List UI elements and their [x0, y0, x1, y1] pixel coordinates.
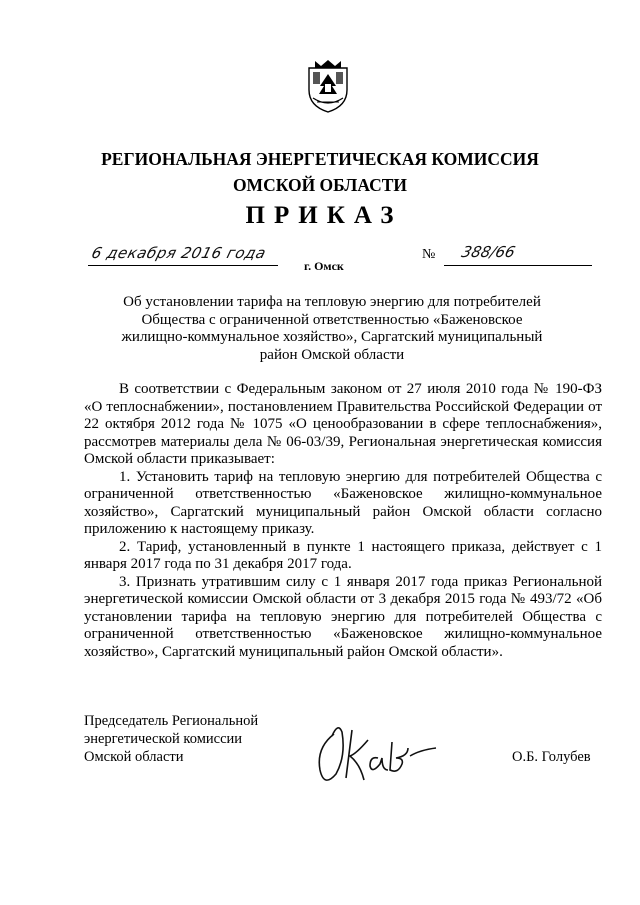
position-line: энергетической комиссии: [84, 731, 243, 747]
order-body: [84, 381, 602, 661]
date-underline: [88, 265, 278, 266]
item-3-paragraph: 3. Признать утратившим силу с 1 января 2017 года приказ Региональной энергетической комиссии Омской области от 3 декабря 2015 года № 493/72 «Об установлении тарифа на тепловую энергию для потребителей Общества с ограниченной ответственностью «Баженовское жилищно-коммунальное хозяйство», Саргатский муниципальный район Омской области».: [84, 573, 602, 660]
preamble-paragraph: В соответствии с Федеральным законом от 27 июля 2010 года № 190-ФЗ «О теплоснабжении», постановлением Правительства Российской Федерации от 22 октября 2012 года № 1075 «О ценообразовании в сфере теплоснабжения», рассмотрев материалы дела № 06-03/39, Региональная энергетическая комиссия Омской области приказывает:: [84, 381, 602, 467]
city-label: г. Омск: [304, 259, 344, 273]
signatory-position: [84, 712, 258, 766]
handwritten-order-number: 388/66: [459, 243, 518, 261]
document-type-title: ПРИКАЗ: [245, 202, 403, 229]
item-2-paragraph: 2. Тариф, установленный в пункте 1 настоящего приказа, действует с 1 января 2017 года по 31 декабря 2017 года.: [84, 538, 602, 572]
item-1-paragraph: 1. Установить тариф на тепловую энергию для потребителей Общества с ограниченной ответственностью «Баженовское жилищно-коммунальное хозяйство», Саргатский муниципальный район Омской области согласно приложению к настоящему приказу.: [84, 468, 602, 537]
signatory-name: О.Б. Голубев: [512, 749, 591, 765]
order-subject: Об установлении тарифа на тепловую энергию для потребителей Общества с ограниченной ответственностью «Баженовское жилищно-коммунальное хозяйство», Саргатский муниципальный район Омской области: [121, 294, 543, 363]
position-line: Председатель Региональной: [84, 713, 259, 729]
number-underline: [444, 265, 592, 266]
handwritten-signature: [312, 718, 440, 790]
organization-name-line1: РЕГИОНАЛЬНАЯ ЭНЕРГЕТИЧЕСКАЯ КОМИССИЯ: [101, 149, 539, 169]
handwritten-date: 6 декабря 2016 года: [89, 244, 269, 262]
number-label: №: [422, 247, 436, 262]
position-line: Омской области: [84, 749, 184, 765]
organization-name-line2: ОМСКОЙ ОБЛАСТИ: [232, 175, 408, 195]
omsk-region-emblem: [305, 58, 351, 114]
